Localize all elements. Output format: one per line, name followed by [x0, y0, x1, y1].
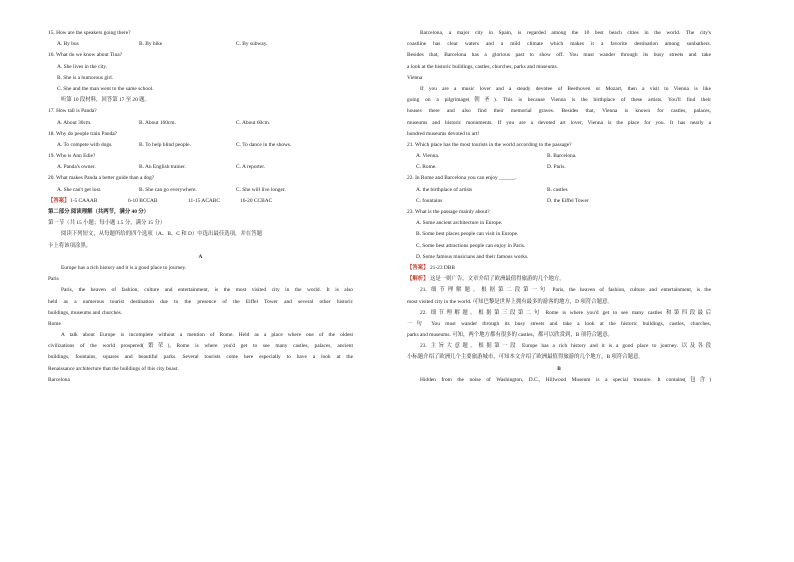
listening-note: 听第 10 段材料，回答第 17 至 20 题。 — [61, 97, 150, 104]
question-17: 17. How tall is Panda? — [48, 108, 97, 115]
answer-tag: 【答案】 — [48, 197, 70, 204]
passage-label-a: A — [198, 253, 203, 260]
explanation-row — [407, 274, 711, 285]
answer-group-3: 11-15 ACABC — [188, 197, 220, 204]
option-b: B. Barcelona. — [547, 153, 577, 160]
instruction-line-1: 阅读下列短文，从每题所给的四个选项（A、B、C 和 D）中选出最佳选项，并在答题 — [61, 231, 262, 238]
option-b: B. castles — [547, 186, 568, 193]
option-c: C. By subway. — [236, 41, 268, 48]
option-c: C. Rome. — [416, 164, 437, 171]
question-17-options — [48, 118, 353, 129]
paris-line-2: held as a numerous tourist destination due to the presence of the Eiffel Tower and several other historic — [48, 298, 353, 305]
question-23-option-b: B. Some best places people can visit in Europe. — [416, 231, 519, 238]
option-a: A. By bus — [57, 41, 79, 48]
option-c: C. fountains — [416, 197, 443, 204]
answer-key-row — [48, 196, 353, 207]
option-a: A. To compete with dogs. — [57, 141, 113, 148]
answer-group-2: 6-10 BCCAB — [128, 197, 158, 204]
barcelona-line-1: Barcelona, a major city in Spain, is regarded among the 10 best beach cities in the world. The city's — [420, 30, 711, 36]
heading-barcelona: Barcelona — [48, 376, 70, 383]
question-16-option-b: B. She is a humorous girl. — [57, 74, 114, 81]
right-column — [407, 28, 711, 386]
barcelona-line-4: a look at the historic buildings, castles, churches, parks and museums. — [407, 63, 558, 70]
question-22: 22. In Rome and Barcelona you can enjoy ______. — [407, 175, 517, 182]
paris-line-1: Paris, the heaven of fashion, culture and entertainment, is the most visited city in the world. It is also — [61, 287, 353, 294]
option-b: B. By bike — [139, 41, 163, 48]
passage-b-line-1: Hidden from the noise of Washington, D.C., Hillwood Museum is a special treasure. It contains(包含) — [420, 376, 711, 383]
question-16-option-a: A. She lives in the city. — [57, 63, 108, 70]
question-15: 15. How are the speakers going there? — [48, 30, 131, 36]
explain-22-line-3: parks and museums. 可知，两个地方都有很多的 castles，都可以欣赏到，B 项符合题意。 — [407, 332, 614, 339]
option-a: A. About 30cm. — [57, 119, 92, 126]
heading-paris: Paris — [48, 276, 59, 283]
paris-line-3: buildings, museums and churches. — [48, 309, 123, 316]
option-b: B. She can go everywhere. — [139, 186, 197, 193]
instruction-line-2: 卡上将该项涂黑。 — [48, 242, 92, 249]
question-16: 16. What do we know about Tina? — [48, 52, 123, 59]
question-22-options-ab — [407, 185, 711, 196]
heading-vienna: Vienna — [407, 74, 423, 81]
passage-intro: Europe has a rich history and it is a good place to journey. — [61, 264, 187, 271]
rome-line-2: civilizations of the world prospered(繁荣), Rome is where you'd get to see many castles, palaces, ancient — [48, 343, 353, 350]
option-a: A. Panda's owner. — [57, 164, 96, 171]
explain-22-line-1: 22. 细节理解题。根据第三段第二句 Rome is where you'd get to see many castles 和第四段最后 — [420, 309, 711, 316]
question-21-options-ab — [407, 151, 711, 162]
vienna-line-1: If you are a music lover and a steady devotee of Beethoven or Mozart, then a visit to Vienna is like — [420, 85, 711, 92]
question-15-options — [48, 39, 353, 50]
heading-rome: Rome — [48, 320, 61, 327]
question-23-option-d: D. Some famous musicians and their famous works. — [416, 253, 529, 260]
option-b: B. To help blind people. — [139, 141, 191, 148]
question-23-option-a: A. Some ancient architecture in Europe. — [416, 220, 503, 227]
answer-value: 21-23 DBB — [429, 264, 455, 271]
explain-21-line-2: most visited city in the world. 可知巴黎是世界上拥有最多的游客的地方，D 项符合题意。 — [407, 298, 613, 305]
option-c: C. To dance in the shows. — [236, 141, 292, 148]
rome-line-3: buildings, fountains, squares and beautiful parks. Several tourists come here especially to have a look at the — [48, 354, 353, 361]
option-d: D. Paris. — [547, 164, 566, 171]
question-21: 21. Which place has the most tourists in the world according to the passage? — [407, 141, 572, 148]
question-18-options — [48, 140, 353, 151]
vienna-line-5: hundred museums devoted to art! — [407, 130, 480, 137]
question-20-options — [48, 185, 353, 196]
answer-tag: 【答案】 — [407, 264, 429, 271]
question-21-options-cd — [407, 162, 711, 173]
left-column — [48, 28, 353, 386]
rome-line-1: A talk about Europe is incomplete without a mention of Rome. Held as a place where one of the oldest — [61, 332, 353, 339]
option-a: A. She can't get lost. — [57, 186, 102, 193]
passage-label-b: B — [557, 365, 561, 372]
answer-group-4: 16-20 CCBAC — [240, 197, 273, 204]
explanation-intro: 这是一则广告。文章介绍了欧洲最值得旅游的几个地方。 — [429, 276, 565, 283]
question-20: 20. What makes Panda a better guide than a dog? — [48, 175, 155, 182]
option-a: A. the birthplace of artists — [416, 186, 473, 193]
explain-23-line-1: 23. 主旨大意题。根据第一段 Europe has a rich history and it is a good place to journey. 以及各段 — [420, 343, 711, 350]
question-19-options — [48, 162, 353, 173]
option-c: C. A reporter. — [236, 164, 266, 171]
option-a: A. Vienna. — [416, 153, 440, 160]
explain-22-line-2: 一句 You must wander through its busy streets and take a look at the historic buildings, castles, churches, — [407, 320, 711, 327]
rome-line-4: Renaissance architecture that the buildings of this city boast. — [48, 365, 179, 372]
option-c: C. She will live longer. — [236, 186, 286, 193]
option-c: C. About 60cm. — [236, 119, 271, 126]
question-18: 18. Why do people train Panda? — [48, 130, 118, 137]
vienna-line-4: museums and historic monuments. If you are a devoted art lover, Vienna is the place for you. It has nearly a — [407, 119, 711, 126]
question-19: 19. Who is Ann Edie? — [48, 153, 96, 160]
part-2-title: 第二部分 阅读理解（共两节，满分 40 分） — [48, 209, 150, 215]
question-22-options-cd — [407, 196, 711, 207]
question-16-option-c: C. She and the man went to the same school. — [57, 85, 154, 92]
vienna-line-2: going on a pilgrimage(朝圣). This is because Vienna is the birthplace of these artists. You'll find their — [407, 97, 711, 104]
answer-row — [407, 263, 711, 274]
barcelona-line-2: coastline has clear waters and a mild climate which makes it a favorite destination among sunbathers. — [407, 41, 711, 48]
explain-23-line-2: 小标题介绍了欧洲几个主要旅游城市，可知本文介绍了欧洲最值得旅游的几个地方，B 项符合题意。 — [407, 354, 644, 361]
option-b: B. An English trainer. — [139, 164, 186, 171]
question-23-option-c: C. Some best attractions people can enjoy in Paris. — [416, 242, 526, 249]
option-b: B. About 160cm. — [139, 119, 176, 126]
question-23: 23. What is the passage mainly about? — [407, 209, 490, 215]
vienna-line-3: houses there and also find their memorial graves. Besides that, Vienna is known for castles, palaces, — [407, 108, 711, 115]
answer-group-1: 1-5 CAAAB — [70, 197, 98, 204]
option-d: D. the Eiffel Tower — [547, 197, 589, 204]
barcelona-line-3: Besides that, Barcelona has a glorious past to show off. You must wander through its busy streets and take — [407, 52, 711, 59]
explanation-tag: 【解析】 — [407, 276, 429, 283]
section-1-title: 第一节（共 15 小题；每小题 1.5 分，满分 15 分） — [48, 220, 166, 227]
explain-21-line-1: 21. 细节理解题。根据第二段第一句 Paris, the heaven of fashion, culture and entertainment, is the — [420, 287, 711, 294]
